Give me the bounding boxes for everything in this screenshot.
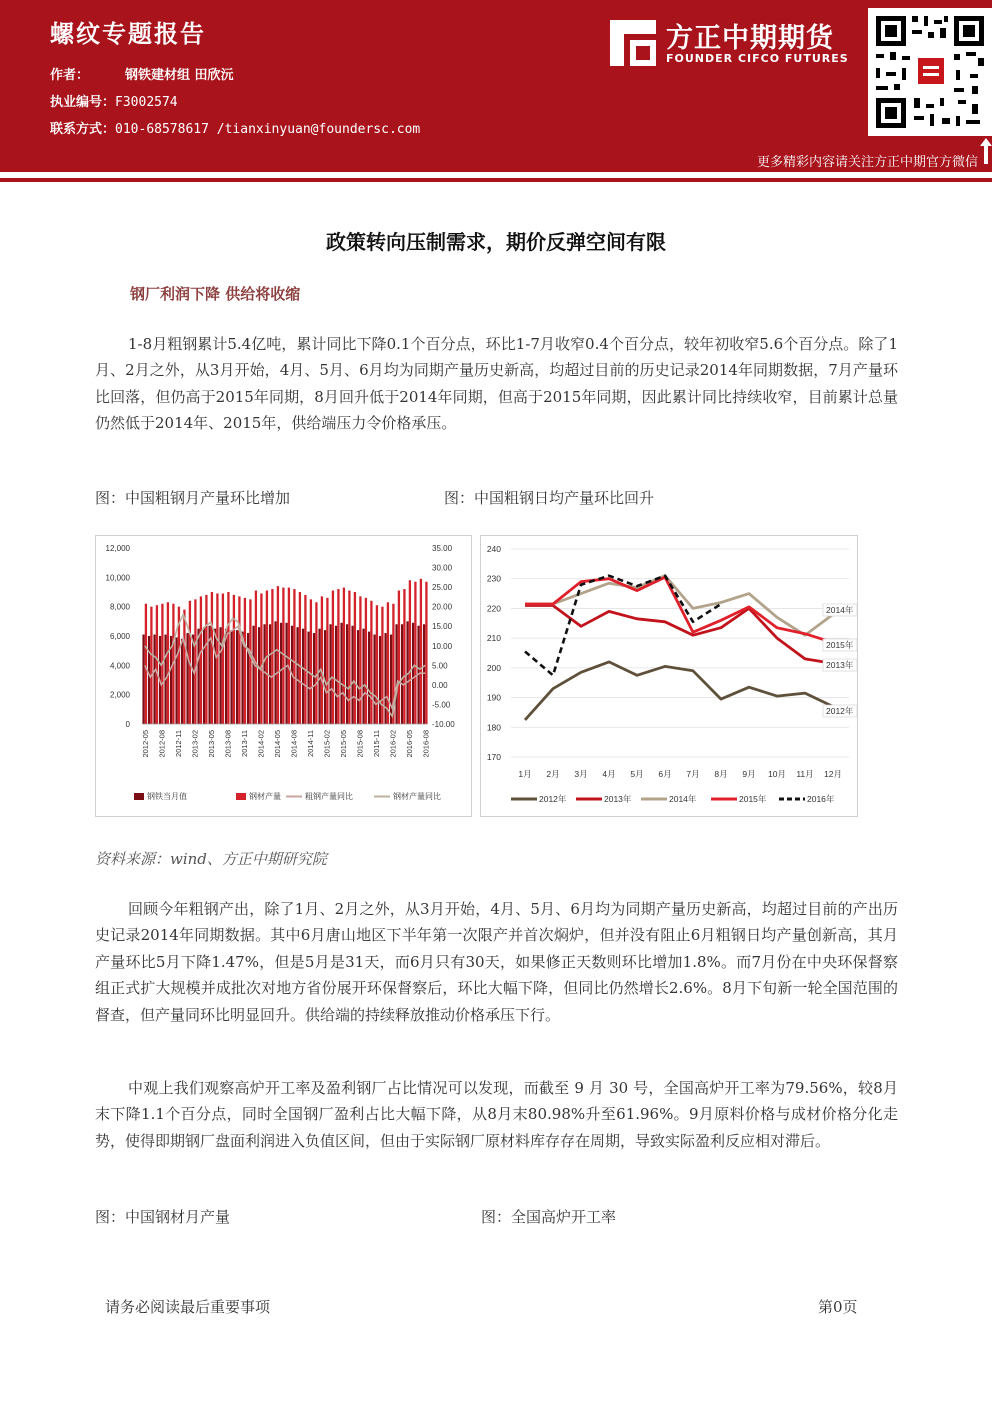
bar-钢材产量 [271,589,273,724]
legend-label: 2013年 [604,794,632,804]
chart-crude-steel-daily [480,535,858,817]
logo-text-en: FOUNDER CIFCO FUTURES [666,52,849,65]
bar-钢材产量 [348,591,350,724]
bar-钢铁当月值 [186,633,188,724]
paragraph-1: 1-8月粗钢累计5.4亿吨，累计同比下降0.1个百分点，环比1-7月收窄0.4个百分点，较年初收窄5.6个百分点。除了1月、2月之外，从3月开始，4月、5月、6月均为同期产量历史新高，均超过目前的历史记录2014年同期数据，7月产量环比回落，但仍高于2015年同期，8月回升低于2014年同期，但高于2015年同期，因此累计同比持续收窄，目前累计总量仍然低于2014年、2015年，供给端压力令价格承压。 [95,335,898,433]
figure-caption-3: 图：中国钢材月产量 [95,1208,231,1226]
bar-钢材产量 [310,599,312,724]
y-tick-label: 230 [486,573,501,584]
license-line [50,91,178,110]
bar-钢材产量 [150,607,152,724]
bar-钢材产量 [255,591,257,724]
header-rule [0,178,992,182]
bar-钢材产量 [337,589,339,724]
bar-钢铁当月值 [230,630,232,724]
bar-钢铁当月值 [247,633,249,724]
bar-钢铁当月值 [379,636,381,724]
x-tick-label: 4月 [602,769,616,779]
bar-钢材产量 [194,599,196,724]
bar-钢铁当月值 [142,635,144,724]
bar-钢材产量 [315,602,317,724]
y-left-tick-label: 12,000 [105,544,130,553]
x-tick-label: 5月 [630,769,644,779]
y-tick-label: 190 [486,692,501,703]
legend-label: 粗钢产量同比 [305,792,353,801]
wechat-note: 更多精彩内容请关注方正中期官方微信 [756,155,978,170]
bar-钢材产量 [167,602,169,724]
bar-钢材产量 [222,593,224,724]
y-left-tick-label: 2,000 [109,690,130,700]
x-tick-label: 11月 [796,769,814,779]
x-tick-label: 1月 [518,769,532,779]
x-tick-label: 2016-02 [388,730,398,758]
end-label: 2013年 [826,660,854,670]
founder-logo-icon [610,20,656,66]
legend-label: 钢铁当月值 [147,792,187,801]
bar-钢铁当月值 [203,627,205,724]
bar-钢铁当月值 [296,627,298,724]
report-header [0,0,992,172]
legend-label: 钢材产量 [249,792,281,801]
bar-钢材产量 [145,604,147,724]
x-tick-label: 2014-08 [289,730,299,758]
x-tick-label: 2012-11 [173,730,183,757]
bar-钢材产量 [321,596,323,724]
legend-label: 钢材产量同比 [393,792,441,801]
bar-钢铁当月值 [395,624,397,724]
bar-钢铁当月值 [357,630,359,724]
end-label: 2012年 [826,706,854,716]
y-right-tick-label: -10.00 [432,720,455,729]
x-tick-label: 6月 [658,769,672,779]
x-tick-label: 2013-11 [239,730,249,757]
bar-钢材产量 [409,580,411,724]
bar-钢材产量 [332,591,334,724]
x-tick-label: 2014-02 [256,730,266,758]
x-tick-label: 2015-05 [338,730,348,758]
y-tick-label: 180 [486,722,501,733]
arrow-up-icon [980,138,992,164]
bar-钢材产量 [244,598,246,724]
y-right-tick-label: 0.00 [432,680,448,690]
bar-钢铁当月值 [401,624,403,724]
end-label: 2014年 [826,605,854,615]
y-left-tick-label: 10,000 [105,573,130,583]
legend-label: 2014年 [669,794,697,804]
bar-钢材产量 [354,592,356,724]
author-label: 作者： [50,68,90,83]
bar-钢铁当月值 [148,636,150,724]
bar-钢材产量 [359,596,361,724]
x-tick-label: 2013-05 [206,730,216,758]
y-right-tick-label: -5.00 [432,700,451,710]
contact-value: 010-68578617 /tianxinyuan@foundersc.com [115,122,421,137]
figure-caption-1: 图：中国粗钢月产量环比增加 [95,489,291,507]
x-tick-label: 2013-02 [190,730,200,758]
bar-钢铁当月值 [252,626,254,724]
bar-钢材产量 [216,593,218,724]
paragraph-3: 中观上我们观察高炉开工率及盈利钢厂占比情况可以发现，而截至 9 月 30 号，全国高炉开工率为79.56%，较8月末下降1.1个百分点，同时全国钢厂盈利占比大幅下降，从8月末80.98%升至61.96%。9月原料价格与成材价格分化走势，使得即期钢厂盘面利润进入负值区间，但由于实际钢厂原材料库存存在周期，导致实际盈利反应相对滞后。 [95,1079,898,1150]
bar-钢铁当月值 [181,639,183,724]
bar-钢材产量 [288,588,290,724]
bar-钢材产量 [277,586,279,724]
series-line-2016年 [525,576,721,676]
legend-label: 2016年 [807,794,835,804]
report-title: 螺纹专题报告 [50,20,206,48]
bar-钢材产量 [420,579,422,724]
bar-钢材产量 [365,598,367,724]
x-tick-label: 3月 [574,769,588,779]
bar-钢铁当月值 [285,623,287,724]
chart-crude-steel-monthly [95,535,472,817]
wechat-qr-code [868,8,992,136]
bar-钢铁当月值 [313,633,315,724]
x-tick-label: 2012-08 [157,730,167,758]
bar-钢材产量 [200,596,202,724]
y-left-tick-label: 8,000 [109,602,130,612]
bar-钢材产量 [376,605,378,724]
bar-钢材产量 [249,599,251,724]
figure-caption-2: 图：中国粗钢日均产量环比回升 [444,489,655,507]
license-value: F3002574 [115,95,178,110]
bar-钢材产量 [403,589,405,724]
page-number: 第0页 [818,1298,858,1316]
bar-钢铁当月值 [390,635,392,724]
y-tick-label: 240 [486,544,501,554]
y-right-tick-label: 10.00 [432,641,453,651]
y-right-tick-label: 30.00 [432,563,453,573]
footer-notice: 请务必阅读最后重要事项 [105,1298,271,1316]
author-line [50,64,234,83]
bar-钢铁当月值 [423,624,425,724]
bar-钢铁当月值 [412,623,414,724]
y-tick-label: 220 [486,603,501,614]
bar-钢材产量 [205,595,207,724]
x-tick-label: 9月 [742,769,756,779]
bar-钢材产量 [425,582,427,724]
bar-钢铁当月值 [269,624,271,724]
x-tick-label: 2015-11 [371,730,381,757]
x-tick-label: 8月 [714,769,728,779]
legend-label: 2012年 [539,794,567,804]
figure-caption-4: 图：全国高炉开工率 [481,1208,617,1226]
bar-钢铁当月值 [236,630,238,724]
bar-钢材产量 [183,610,185,724]
bar-钢铁当月值 [340,623,342,724]
paragraph-2: 回顾今年粗钢产出，除了1月、2月之外，从3月开始，4月、5月、6月均为同期产量历史新高，均超过目前的产出历史记录2014年同期数据。其中6月唐山地区下半年第一次限产并首次焖炉，但并没有阻止6月粗钢日均产量创新高，其月产量环比5月下降1.47%，但是5月是31天，而6月只有30天，如果修正天数则环比增加1.8%。而7月份在中央环保督察组正式扩大规模并成批次对地方省份展开环保督察后，环比大幅下降，但同比仍然增长2.6%。8月下旬新一轮全国范围的督查，但产量同环比明显回升。供给端的持续释放推动价格承压下行。 [95,900,898,1024]
y-right-tick-label: 15.00 [432,622,453,632]
company-logo [610,16,860,72]
bar-钢材产量 [227,592,229,724]
bar-钢铁当月值 [373,635,375,724]
bar-钢铁当月值 [214,629,216,724]
bar-钢铁当月值 [307,632,309,724]
logo-text-cn: 方正中期期货 [666,23,834,54]
legend-label: 2015年 [739,794,767,804]
bar-钢材产量 [211,592,213,724]
chart-1-svg [96,536,473,818]
y-tick-label: 200 [486,662,501,673]
contact-line [50,118,420,137]
bar-钢材产量 [156,605,158,724]
bar-钢铁当月值 [362,629,364,724]
x-tick-label: 2012-05 [140,730,150,758]
legend-swatch [134,793,144,800]
bar-钢铁当月值 [335,626,337,724]
bar-钢材产量 [343,588,345,724]
bar-钢铁当月值 [368,632,370,724]
x-tick-label: 2016-08 [421,730,431,758]
bar-钢铁当月值 [263,624,265,724]
bar-钢材产量 [299,592,301,724]
y-right-tick-label: 35.00 [432,544,453,553]
license-label: 执业编号： [50,95,116,110]
series-line-2012年 [525,662,833,720]
bar-钢材产量 [304,595,306,724]
y-tick-label: 210 [486,633,501,644]
y-right-tick-label: 5.00 [432,661,448,671]
x-tick-label: 2015-02 [322,730,332,758]
bar-钢铁当月值 [192,635,194,724]
bar-钢材产量 [233,595,235,724]
bar-钢铁当月值 [302,629,304,724]
bar-钢铁当月值 [225,629,227,724]
bar-钢铁当月值 [175,637,177,724]
bar-钢材产量 [326,598,328,724]
document-title: 政策转向压制需求，期价反弹空间有限 [326,230,666,254]
section-title: 钢厂利润下降 供给将收缩 [130,285,301,303]
x-tick-label: 2015-08 [355,730,365,758]
bar-钢材产量 [238,596,240,724]
bar-钢材产量 [260,593,262,724]
y-left-tick-label: 4,000 [109,661,130,671]
bar-钢铁当月值 [258,627,260,724]
bar-钢铁当月值 [351,626,353,724]
author-value: 钢铁建材组 田欣沅 [125,68,234,83]
bar-钢材产量 [414,582,416,724]
bar-钢铁当月值 [197,629,199,724]
y-right-tick-label: 25.00 [432,583,453,593]
data-source: 资料来源：wind、方正中期研究院 [95,850,327,868]
y-tick-label: 170 [486,752,501,762]
y-left-tick-label: 6,000 [109,632,130,641]
x-tick-label: 7月 [686,769,700,779]
bar-钢铁当月值 [346,624,348,724]
x-tick-label: 10月 [768,769,786,779]
x-tick-label: 2016-05 [404,730,414,758]
bar-钢材产量 [293,589,295,724]
bar-钢材产量 [398,591,400,724]
x-tick-label: 12月 [824,769,842,779]
x-tick-label: 2014-11 [305,730,315,757]
bar-钢铁当月值 [280,623,282,724]
bar-钢铁当月值 [153,635,155,724]
y-left-tick-label: 0 [125,720,130,729]
series-line-2015年 [525,577,833,642]
bar-钢铁当月值 [384,633,386,724]
x-tick-label: 2月 [546,769,560,779]
bar-钢材产量 [370,601,372,724]
x-tick-label: 2014-05 [272,730,282,758]
legend-swatch [236,793,246,800]
x-tick-label: 2013-08 [223,730,233,758]
chart-2-svg [481,536,859,818]
end-label: 2015年 [826,640,854,650]
bar-钢铁当月值 [329,624,331,724]
bar-钢材产量 [387,602,389,724]
contact-label: 联系方式： [50,122,116,137]
y-right-tick-label: 20.00 [432,602,453,612]
